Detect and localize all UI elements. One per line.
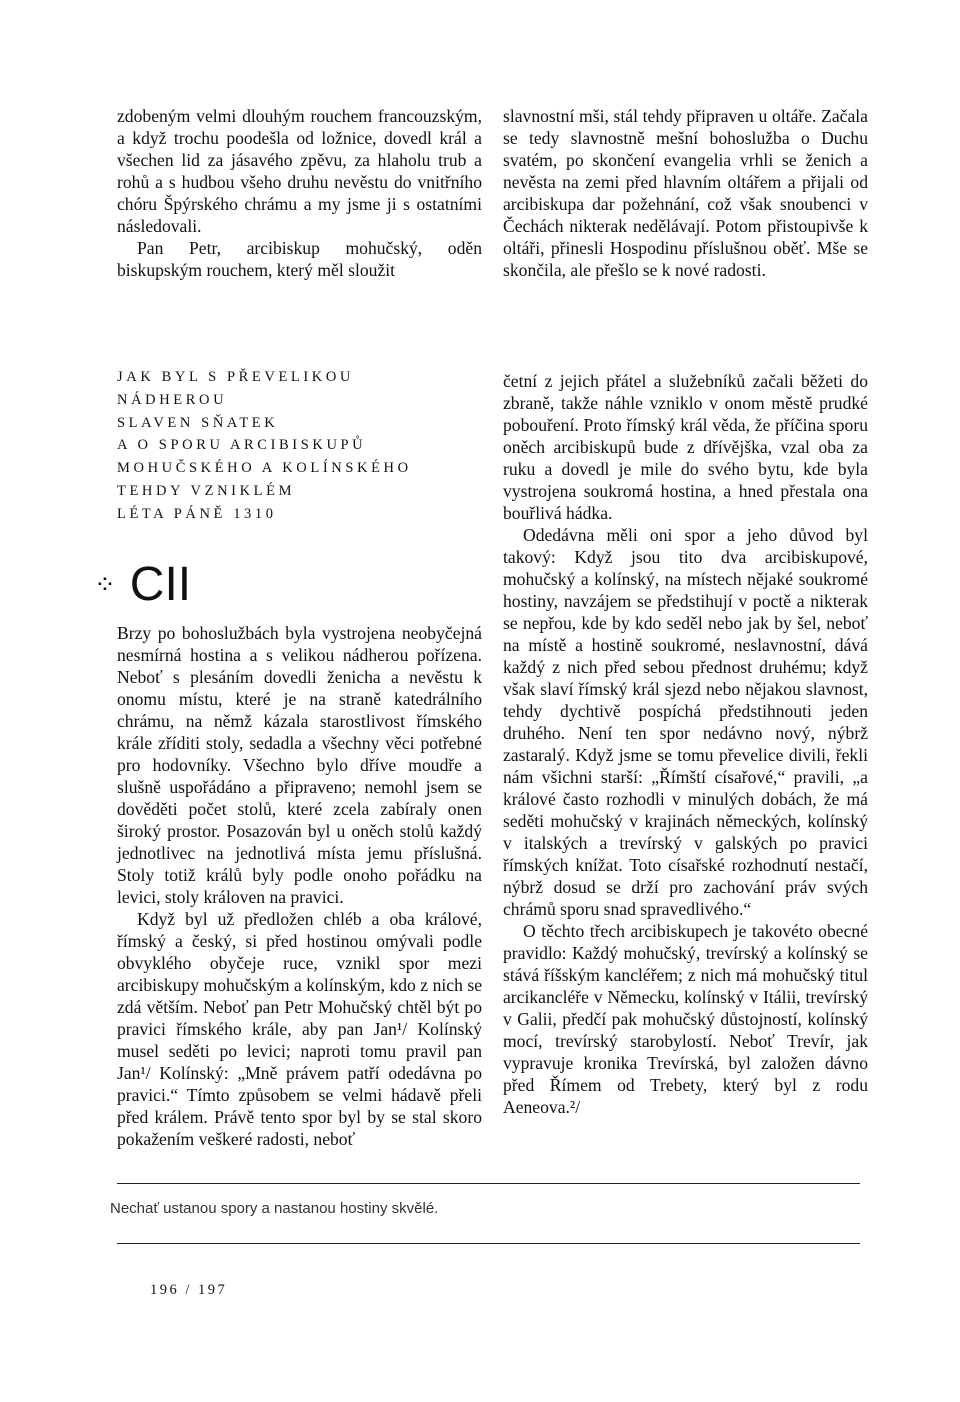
chapter-heading-line: A O SPORU ARCIBISKUPŮ — [117, 437, 367, 454]
page-numbers: 196 / 197 — [150, 1282, 228, 1298]
chapter-heading-line: TEHDY VZNIKLÉM — [117, 482, 296, 499]
paragraph: O těchto třech arcibiskupech je takovéto obecné pravidlo: Každý mohučský, trevírský a kolínský se stává říšským kancléřem; z nich má mohučský titul arcikancléře v Německu, kolínský v Itálii, trevírský v Galii, předčí pak mohučský důstojností, kolínský mocí, trevírský starobylostí. Neboť Trevír, jak vypravuje kronika Trevírská, byl založen dávno před Římem od Trebety, který byl z rodu Aeneova.²/ — [503, 921, 868, 1117]
chapter-number-block — [94, 560, 191, 610]
chapter-heading-line: SLAVEN SŇATEK — [117, 414, 279, 431]
chapter-heading-line: MOHUČSKÉHO A KOLÍNSKÉHO — [117, 460, 412, 477]
paragraph: Pan Petr, arcibiskup mohučský, oděn biskupským rouchem, který měl sloužit — [117, 238, 482, 280]
top-right-column — [503, 105, 868, 281]
chapter-heading-line: JAK BYL S PŘEVELIKOU — [117, 369, 355, 385]
footnote-divider-bottom — [117, 1243, 860, 1244]
footnote-divider-top — [117, 1183, 860, 1184]
paragraph: Brzy po bohoslužbách byla vystrojena neobyčejná nesmírná hostina a s velikou nádherou pořízena. Neboť s plesáním dovedli ženicha a nevěstu k onomu místu, které je na straně katedrálního chrámu, na němž kázala starostlivost římského krále zříditi stoly, sedadla a všechny věci potřebné pro hodovníky. Všechno bylo dříve moudře a slušně uspořádáno a připraveno; nemohl jsem se dověděti počet stolů, které zcela zabíraly onen široký prostor. Posazován byl u oněch stolů každý jednotlivec na jednotlivá místa jemu příslušná. Stoly totiž králů byly podle onoho pořádku na levici, stoly královen na pravici. — [117, 623, 482, 907]
paragraph: Odedávna měli oni spor a jeho důvod byl takový: Když jsou tito dva arcibiskupové, mohučský a kolínský, na místech nějaké soukromé hostiny, navzájem se předstihují v poctě a nikterak se nepřou, kde by kdo seděl nebo jak by šel, neboť na místě a hostině soukromé, neslavnostní, dává každý z nich před sebou přednost druhému; když však slaví římský král sjezd nebo nějakou slavnost, tehdy dychtivě pospíchá předstihnouti jeden druhého. Není ten spor nedávno nový, nýbrž zastaralý. Když jsme se tomu převelice divili, řekli nám všichni starší: „Římští císařové,“ pravili, „a králové často rozhodli v minulých dobách, že má seděti mohučský v krajinách německých, kolínský v italských a trevírský v galských po pravici římských knížat. Toto císařské rozhodnutí nestačí, nýbrž dosud se drží pro zachování práv svých chrámů sporu snad spravedlivého.“ — [503, 525, 868, 919]
top-left-column — [117, 105, 482, 281]
chapter-number: CII — [129, 558, 192, 611]
chapter-heading — [117, 366, 487, 526]
paragraph: zdobeným velmi dlouhým rouchem francouzským, a když trochu poodešla od ložnice, dovedl král a všechen lid za jásavého zpěvu, za hlaholu trub a rohů a s hudbou všeho druhu nevěstu do vnitřního chóru Špýrského chrámu a my jsme ji s ostatními následovali. — [117, 106, 482, 236]
chapter-heading-line: LÉTA PÁNĚ 1310 — [117, 505, 277, 522]
paragraph: slavnostní mši, stál tehdy připraven u oltáře. Začala se tedy slavnostně mešní bohoslužba o Duchu svatém, po skončení evangelia vrhli se ženich a nevěsta na zemi před hlavním oltářem a přijali od arcibiskupa dar požehnání, což však snoubenci v Čechách nikterak nedělávají. Potom přistoupivše k oltáři, přinesli Hospodinu příslušnou oběť. Mše se skončila, ale přešlo se k nové radosti. — [503, 106, 868, 280]
paragraph: četní z jejich přátel a služebníků začali běžeti do zbraně, takže náhle vzniklo v onom městě prudké pobouření. Proto římský král věda, že příčina sporu oněch arcibiskupů bude z dřívějška, vzal oba za ruku a dovedl je mile do svého bytu, kde byla vystrojena soukromá hostina, a hned přestala ona bouřlivá hádka. — [503, 371, 868, 523]
footnote: Nechať ustanou spory a nastanou hostiny skvělé. — [110, 1200, 439, 1217]
paragraph: Když byl už předložen chléb a oba králové, římský a český, si před hostinou omývali podle obvyklého obyčeje ruce, vznikl spor mezi arcibiskupy mohučským a kolínským, kdo z nich se zdá větším. Neboť pan Petr Mohučský chtěl být po pravici římského krále, aby pan Jan¹/ Kolínský musel seděti po levici; naproti tomu pravil pan Jan¹/ Kolínský: „Mně právem patří odedávna po pravici.“ Tímto způsobem se velmi hádavě přeli před králem. Právě tento spor byl by se stal skoro pokažením veškeré radosti, neboť — [117, 909, 482, 1149]
ornament-icon: ⁘ — [94, 570, 116, 600]
chapter-heading-line: NÁDHEROU — [117, 391, 228, 408]
bottom-left-column — [117, 622, 482, 1150]
bottom-right-column — [503, 370, 868, 1118]
